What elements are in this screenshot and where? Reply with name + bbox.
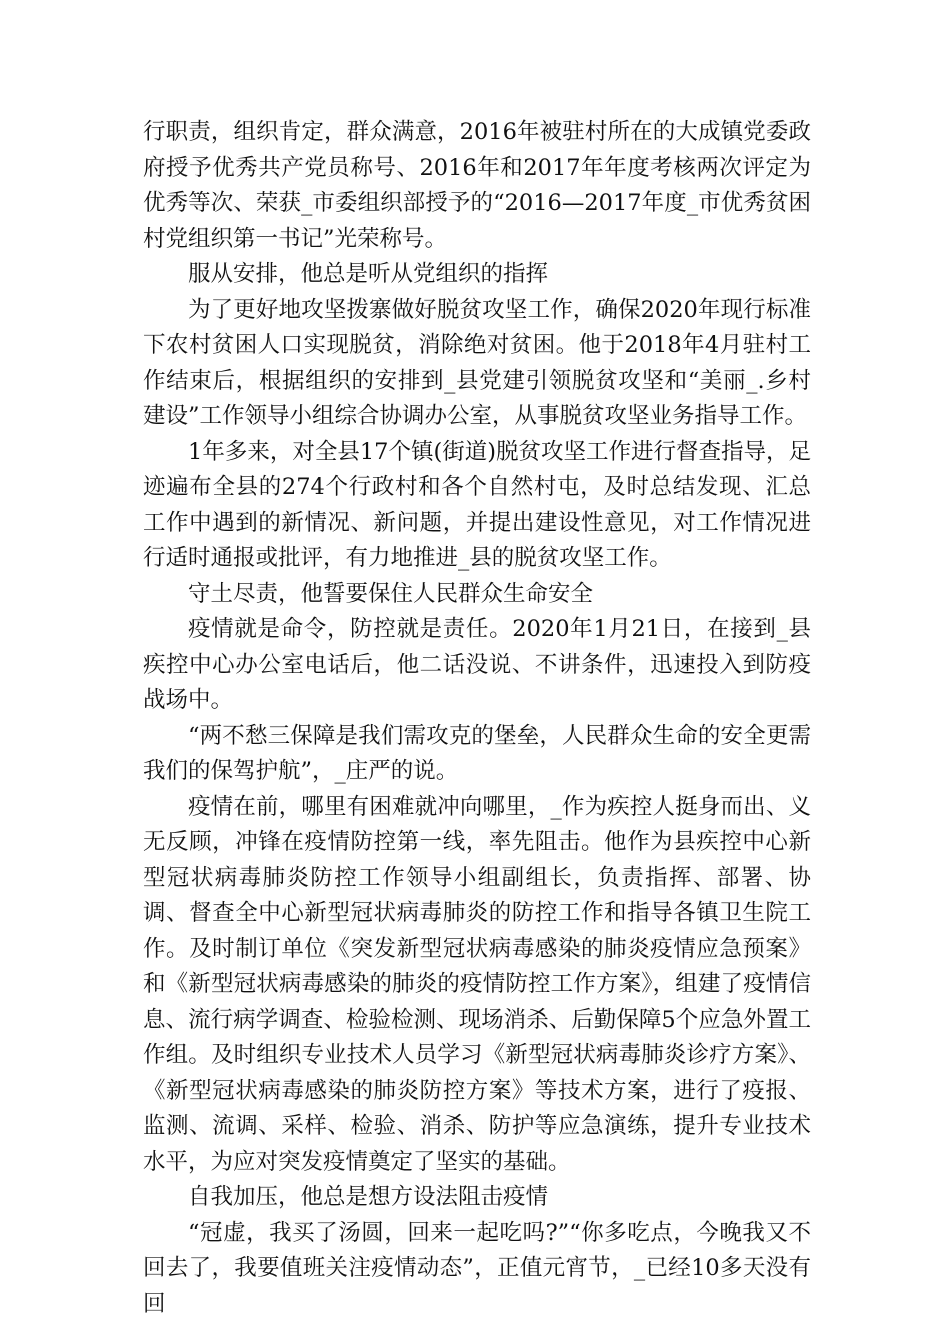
paragraph-continuation: 行职责，组织肯定，群众满意，2016年被驻村所在的大成镇党委政府授予优秀共产党员称号、2016年和2017年年度考核两次评定为优秀等次、荣获_市委组织部授予的“2016—2017年度_市优秀贫困村党组织第一书记”光荣称号。 (143, 119, 811, 252)
document-body (143, 115, 811, 1322)
section-heading-guard-duty: 守土尽责，他誓要保住人民群众生命安全 (188, 580, 594, 607)
paragraph: 为了更好地攻坚拨寨做好脱贫攻坚工作，确保2020年现行标准下农村贫困人口实现脱贫，消除绝对贫困。他于2018年4月驻村工作结束后，根据组织的安排到_县党建引领脱贫攻坚和“美丽_.乡村建设”工作领导小组综合协调办公室，从事脱贫攻坚业务指导工作。 (143, 296, 811, 429)
section-heading-self-pressure: 自我加压，他总是想方设法阻击疫情 (188, 1184, 549, 1210)
paragraph: 1年多来，对全县17个镇(街道)脱贫攻坚工作进行督查指导，足迹遍布全县的274个行政村和各个自然村屯，及时总结发现、汇总工作中遇到的新情况、新问题，并提出建设性意见，对工作情况进行适时通报或批评，有力地推进_县的脱贫攻坚工作。 (143, 438, 812, 571)
paragraph-dialogue: “冠虚，我买了汤圆，回来一起吃吗?”“你多吃点，今晚我又不回去了，我要值班关注疫情动态”，正值元宵节，_已经10多天没有回 (143, 1219, 811, 1317)
paragraph-quote: “两不愁三保障是我们需攻克的堡垒，人民群众生命的安全更需我们的保驾护航”，_庄严的说。 (143, 722, 811, 784)
paragraph: 疫情在前，哪里有困难就冲向哪里，_作为疾控人挺身而出、义无反顾，冲锋在疫情防控第一线，率先阻击。他作为县疾控中心新型冠状病毒肺炎防控工作领导小组副组长，负责指挥、部署、协调、督查全中心新型冠状病毒肺炎的防控工作和指导各镇卫生院工作。及时制订单位《突发新型冠状病毒感染的肺炎疫情应急预案》和《新型冠状病毒感染的肺炎的疫情防控工作方案》，组建了疫情信息、流行病学调查、检验检测、现场消杀、后勤保障5个应急外置工作组。及时组织专业技术人员学习《新型冠状病毒肺炎诊疗方案》、《新型冠状病毒感染的肺炎防控方案》等技术方案，进行了疫报、监测、流调、采样、检验、消杀、防护等应急演练，提升专业技术水平，为应对突发疫情奠定了坚实的基础。 (143, 793, 811, 1175)
section-heading-obey-arrangement: 服从安排，他总是听从党组织的指挥 (188, 261, 549, 287)
paragraph: 疫情就是命令，防控就是责任。2020年1月21日，在接到_县疾控中心办公室电话后，他二话没说、不讲条件，迅速投入到防疫战场中。 (143, 616, 811, 713)
